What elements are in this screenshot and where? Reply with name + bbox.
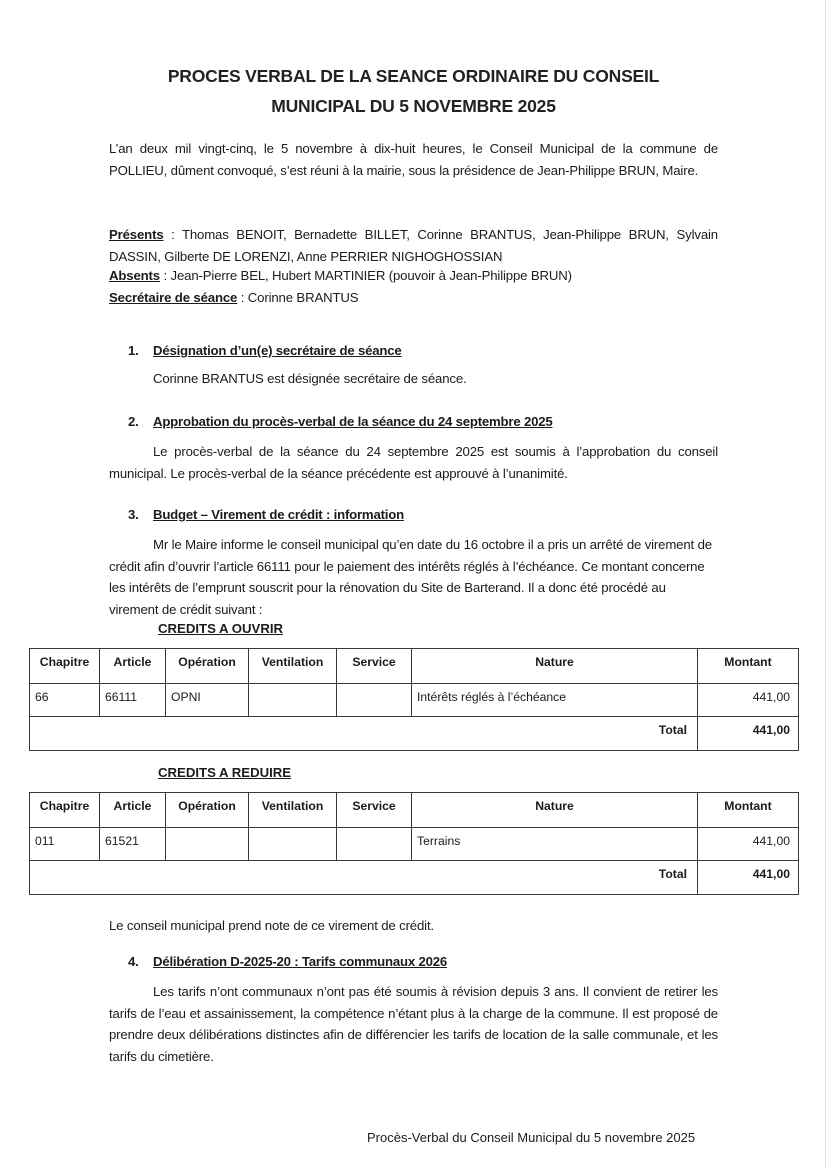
section-number: 1. (128, 343, 139, 358)
cell-nature: Terrains (412, 828, 698, 861)
section-4-body: Les tarifs n’ont communaux n’ont pas été soumis à révision depuis 3 ans. Il convient de retirer les tarifs de l’eau et assainissement, la compétence n’étant plus à la charge de la commune. Il est proposé de prendre deux délibérations distinctes afin de différencier les tarifs de location de la salle communale, et les tarifs du cimetière. (109, 984, 718, 1064)
section-title: Désignation d’un(e) secrétaire de séance (153, 343, 402, 358)
attendance-secretary (109, 290, 358, 305)
cell-montant: 441,00 (698, 828, 799, 861)
cell-article: 66111 (100, 684, 166, 717)
total-label: Total (30, 717, 698, 751)
total-value: 441,00 (698, 861, 799, 895)
column-header: Service (337, 649, 412, 684)
column-header: Article (100, 649, 166, 684)
column-header: Article (100, 793, 166, 828)
section-3-body: Mr le Maire informe le conseil municipal qu’en date du 16 octobre il a pris un arrêté de virement de crédit afin d’ouvrir l’article 66111 pour le paiement des intérêts réglés à l’échéance. Ce montant concerne les intérêts de l’emprunt souscrit pour la rénovation du Site de Barterand. Il a donc été procédé au virement de crédit suivant : (109, 537, 712, 617)
cell-article: 61521 (100, 828, 166, 861)
section-2-heading (128, 414, 552, 429)
document-title-line-2: MUNICIPAL DU 5 NOVEMBRE 2025 (271, 96, 556, 116)
column-header: Nature (412, 649, 698, 684)
cell-ventilation (249, 828, 337, 861)
table-total-row (30, 861, 799, 895)
secretary-name: : Corinne BRANTUS (237, 290, 359, 305)
column-header: Service (337, 793, 412, 828)
section-2-body: Le procès-verbal de la séance du 24 septembre 2025 est soumis à l’approbation du conseil municipal. Le procès-verbal de la séance précédente est approuvé à l’unanimité. (109, 444, 718, 481)
absent-label: Absents (109, 268, 160, 283)
table-row (30, 828, 799, 861)
cell-operation: OPNI (166, 684, 249, 717)
cell-operation (166, 828, 249, 861)
section-3-conclusion: Le conseil municipal prend note de ce virement de crédit. (109, 918, 434, 933)
credits-open-table (29, 648, 799, 751)
cell-chapitre: 66 (30, 684, 100, 717)
credits-open-caption: CREDITS A OUVRIR (158, 621, 284, 636)
cell-service (337, 684, 412, 717)
total-value: 441,00 (698, 717, 799, 751)
section-1-body: Corinne BRANTUS est désignée secrétaire de séance. (153, 371, 467, 386)
credits-reduce-table (29, 792, 799, 895)
table-header-row (30, 793, 799, 828)
present-list: : Thomas BENOIT, Bernadette BILLET, Corinne BRANTUS, Jean-Philippe BRUN, Sylvain DASSIN, Gilberte DE LORENZI, Anne PERRIER NIGHOGHOSSIAN (109, 227, 718, 264)
absent-list: : Jean-Pierre BEL, Hubert MARTINIER (pouvoir à Jean-Philippe BRUN) (159, 268, 572, 283)
column-header: Chapitre (30, 649, 100, 684)
column-header: Opération (166, 649, 249, 684)
intro-paragraph: L’an deux mil vingt-cinq, le 5 novembre à dix-huit heures, le Conseil Municipal de la commune de POLLIEU, dûment convoqué, s’est réuni à la mairie, sous la présidence de Jean-Philippe BRUN, Maire. (109, 141, 718, 178)
cell-nature: Intérêts réglés à l’échéance (412, 684, 698, 717)
section-number: 3. (128, 507, 139, 522)
table-total-row (30, 717, 799, 751)
secretary-label: Secrétaire de séance (109, 290, 238, 305)
section-title: Approbation du procès-verbal de la séance du 24 septembre 2025 (153, 414, 553, 429)
column-header: Nature (412, 793, 698, 828)
cell-chapitre: 011 (30, 828, 100, 861)
cell-ventilation (249, 684, 337, 717)
attendance-absent (109, 268, 572, 283)
column-header: Chapitre (30, 793, 100, 828)
section-1-heading (128, 343, 402, 358)
present-label: Présents (109, 227, 164, 242)
attendance-present (109, 224, 718, 267)
cell-montant: 441,00 (698, 684, 799, 717)
section-title: Budget – Virement de crédit : information (153, 507, 404, 522)
page-footer: Procès-Verbal du Conseil Municipal du 5 novembre 2025 (367, 1130, 696, 1145)
cell-service (337, 828, 412, 861)
section-title: Délibération D-2025-20 : Tarifs communaux 2026 (153, 954, 447, 969)
column-header: Montant (698, 649, 799, 684)
column-header: Montant (698, 793, 799, 828)
table-row (30, 684, 799, 717)
column-header: Opération (166, 793, 249, 828)
document-title-line-1: PROCES VERBAL DE LA SEANCE ORDINAIRE DU CONSEIL (167, 66, 660, 86)
section-number: 4. (128, 954, 139, 969)
column-header: Ventilation (249, 793, 337, 828)
column-header: Ventilation (249, 649, 337, 684)
section-4-heading (128, 954, 447, 969)
section-number: 2. (128, 414, 139, 429)
page-edge-line (825, 0, 826, 1169)
total-label: Total (30, 861, 698, 895)
table-header-row (30, 649, 799, 684)
section-3-heading (128, 507, 404, 522)
credits-reduce-caption: CREDITS A REDUIRE (158, 765, 292, 780)
